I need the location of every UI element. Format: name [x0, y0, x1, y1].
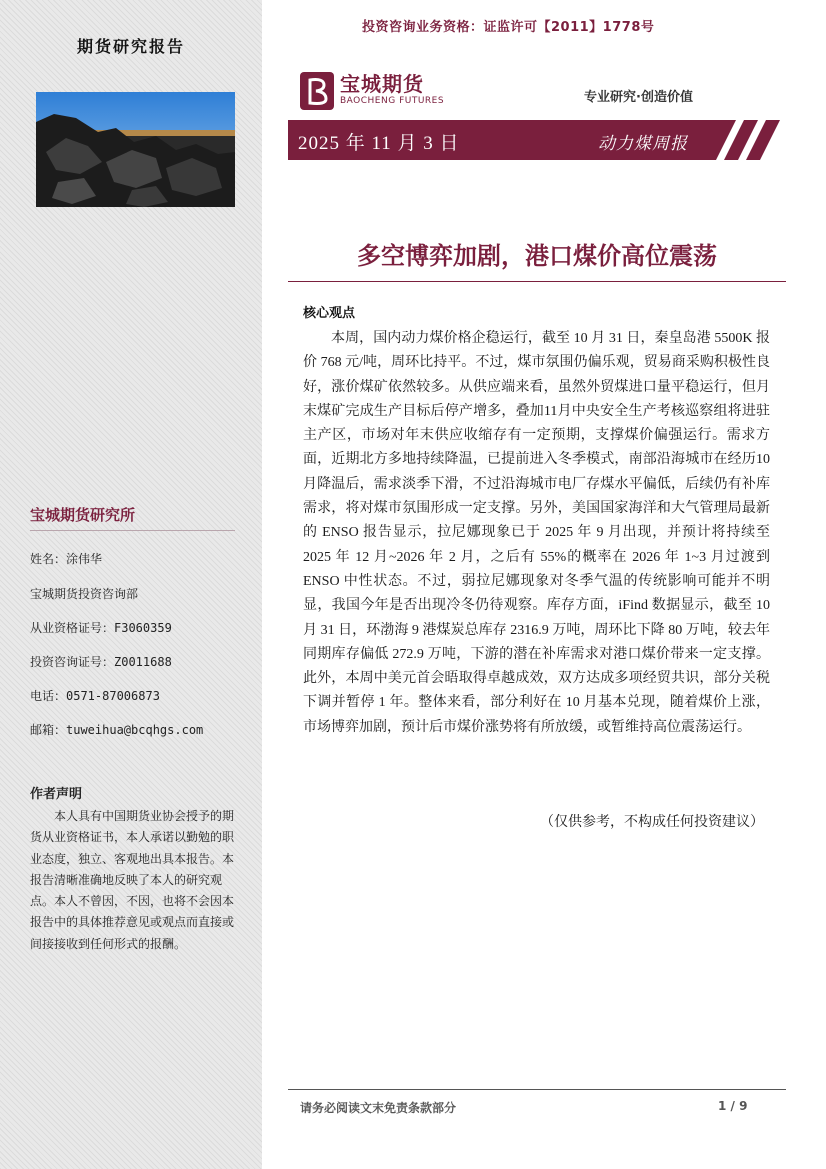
- analyst-department: 宝城期货投资咨询部: [30, 587, 139, 601]
- email-address: 邮箱：tuweihua@bcqhgs.com: [30, 723, 204, 737]
- page-number: 1 / 9: [718, 1099, 748, 1113]
- core-view-title: 核心观点: [303, 306, 356, 321]
- reference-note: （仅供参考，不构成任何投资建议）: [540, 815, 764, 830]
- phone-number: 电话：0571-87006873: [30, 689, 160, 703]
- consulting-number: 投资咨询证号：Z0011688: [30, 655, 172, 669]
- qualification-number: 从业资格证号：F3060359: [30, 621, 172, 635]
- date-banner: [288, 120, 786, 160]
- report-headline: 多空博弈加剧，港口煤价高位震荡: [357, 242, 717, 270]
- coal-pile-image: [36, 92, 235, 207]
- footer-divider: [288, 1089, 786, 1090]
- report-type-label: 期货研究报告: [76, 37, 185, 56]
- company-slogan: 专业研究·创造价值: [584, 90, 693, 105]
- core-view-body: 本周，国内动力煤价格企稳运行，截至 10 月 31 日，秦皇岛港 5500K 报价 768 元/吨，周环比持平。不过，煤市氛围仍偏乐观，贸易商采购积极性良好，涨价煤矿依然较多。从供应端来看，虽然外贸煤进口量平稳运行，但月末煤矿完成生产目标后停产增多，叠加11月中央安全生产考核巡察组将进驻主产区，市场对年末供应收缩存有一定预期，支撑煤价偏强运行。需求方面，近期北方多地持续降温，已提前进入冬季模式，南部沿海城市在经历10月降温后，需求淡季下滑，不过沿海城市电厂存煤水平偏低，后续仍有补库需求，将对煤市氛围形成一定支撑。另外，美国国家海洋和大气管理局最新的 ENSO 报告显示，拉尼娜现象已于 2025 年 9 月出现，并预计将持续至 2025 年 12 月~2026 年 2 月，之后有 55%的概率在 2026 年 1~3 月过渡到 ENSO 中性状态。不过，弱拉尼娜现象对冬季气温的传统影响可能并不明显，我国今年是否出现冷冬仍待观察。库存方面，iFind 数据显示，截至 10 月 31 日，环渤海 9 港煤炭总库存 2316.9 万吨，周环比下降 80 万吨，较去年同期库存偏低 272.9 万吨，下游的潜在补库需求对港口煤价带来一定支撑。此外，本周中美元首会晤取得卓越成效，双方达成多项经贸共识，部分关税下调并暂停 1 年。整体来看，部分利好在 10 月基本兑现，随着煤价上涨，市场博弈加剧，预计后市煤价涨势将有所放缓，或暂维持高位震荡运行。: [303, 331, 770, 735]
- coal-cover-photo: [36, 92, 235, 207]
- report-date: 2025 年 11 月 3 日: [298, 133, 460, 154]
- analyst-name: 姓名：涂伟华: [30, 552, 103, 566]
- logo-mark-icon: [300, 72, 334, 110]
- logo-english-name: BAOCHENG FUTURES: [340, 96, 445, 106]
- author-statement-body: 本人具有中国期货业协会授予的期货从业资格证书，本人承诺以勤勉的职业态度，独立、客观地出具本报告。本报告清晰准确地反映了本人的研究观点。本人不曾因，不因，也将不会因本报告中的具体推荐意见或观点而直接或间接接收到任何形式的报酬。: [30, 809, 235, 951]
- company-logo: [300, 70, 470, 114]
- author-statement-title: 作者声明: [30, 787, 83, 802]
- institute-name: 宝城期货研究所: [30, 506, 136, 524]
- logo-chinese-name: 宝城期货: [340, 72, 424, 96]
- headline-divider: [288, 281, 786, 282]
- license-info: 投资咨询业务资格：证监许可【2011】1778号: [362, 20, 655, 35]
- report-name: 动力煤周报: [598, 134, 688, 154]
- sidebar: [0, 0, 262, 1169]
- institute-divider: [30, 530, 235, 531]
- footer-disclaimer: 请务必阅读文末免责条款部分: [300, 1101, 457, 1115]
